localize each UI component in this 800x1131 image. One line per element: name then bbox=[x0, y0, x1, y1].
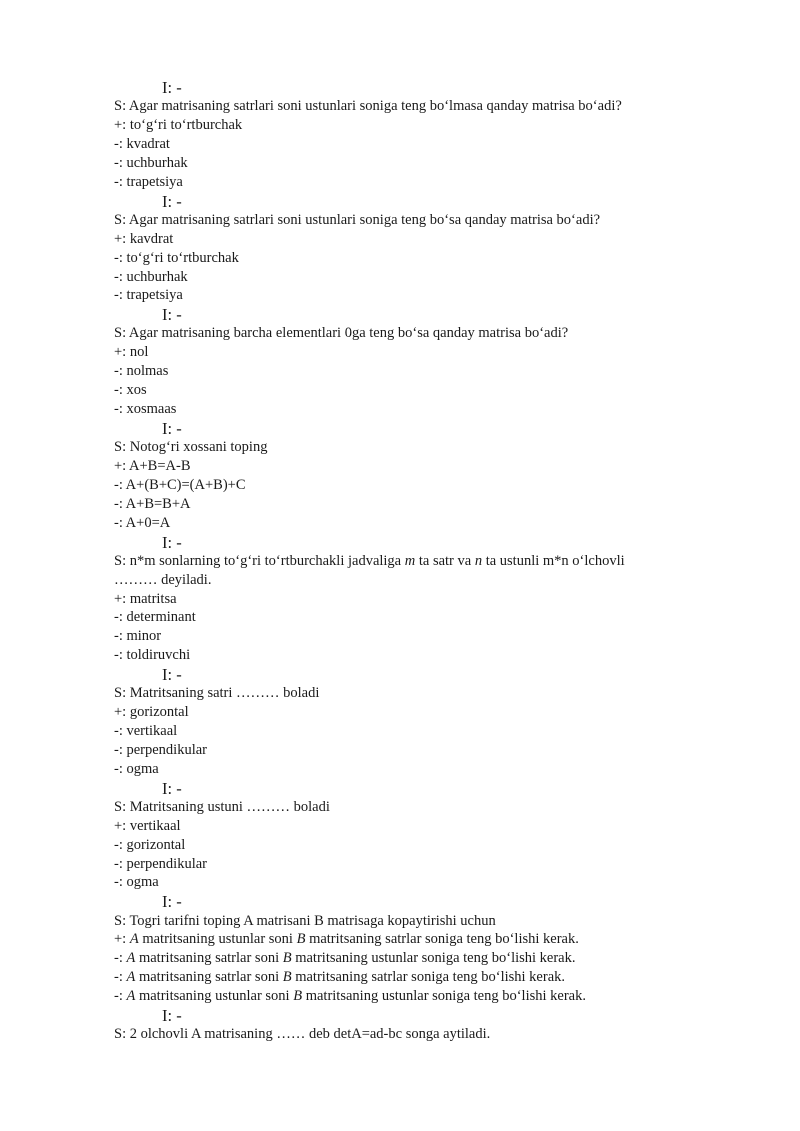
question-marker: I: - bbox=[162, 665, 182, 685]
answer-option: +: nol bbox=[114, 344, 149, 361]
matrix-b-label: B bbox=[282, 969, 292, 986]
question-marker: I: - bbox=[162, 191, 182, 211]
answer-option: +: kavdrat bbox=[114, 230, 174, 247]
option-text: matritsaning satrlar soni bbox=[135, 969, 283, 986]
answer-option: -: xosmaas bbox=[114, 401, 177, 418]
answer-option: -: vertikaal bbox=[114, 723, 178, 740]
answer-option: -: ogma bbox=[114, 760, 159, 777]
answer-option: -: perpendikular bbox=[114, 855, 208, 872]
question-text: S: Matritsaning ustuni ……… boladi bbox=[114, 798, 330, 815]
question-text: S: Agar matrisaning satrlari soni ustunlari soniga teng bo‘sa qanday matrisa bo‘adi? bbox=[114, 211, 601, 228]
matrix-b-label: B bbox=[293, 988, 303, 1005]
question-marker: I: - bbox=[162, 892, 182, 912]
question-marker: I: - bbox=[162, 778, 182, 798]
question-text-part: ta satr va bbox=[415, 552, 475, 569]
answer-option: +: gorizontal bbox=[114, 704, 189, 721]
question-text: S: Agar matrisaning barcha elementlari 0ga teng bo‘sa qanday matrisa bo‘adi? bbox=[114, 325, 569, 342]
answer-option: -: minor bbox=[114, 628, 162, 645]
question-text: S: 2 olchovli A matrisaning …… deb detA=ad-bc songa aytiladi. bbox=[114, 1026, 491, 1043]
variable-n: n bbox=[474, 552, 483, 569]
option-prefix: -: bbox=[114, 950, 127, 967]
answer-option: -: to‘g‘ri to‘rtburchak bbox=[114, 249, 239, 266]
matrix-a-label: A bbox=[126, 969, 136, 986]
answer-option: +: to‘g‘ri to‘rtburchak bbox=[114, 117, 243, 134]
answer-option: -: A+0=A bbox=[114, 514, 171, 531]
matrix-b-label: B bbox=[296, 931, 306, 948]
question-text-part: S: n*m sonlarning to‘g‘ri to‘rtburchakli jadvaliga bbox=[114, 552, 405, 569]
question-marker: I: - bbox=[162, 78, 182, 97]
question-text-part: ta ustunli m*n o‘lchovli bbox=[482, 552, 625, 569]
matrix-a-label: A bbox=[126, 950, 136, 967]
question-text: S: Togri tarifni toping A matrisani B matrisaga kopaytirishi uchun bbox=[114, 912, 496, 929]
answer-option bbox=[114, 949, 714, 968]
answer-option: -: nolmas bbox=[114, 363, 169, 380]
answer-option: -: trapetsiya bbox=[114, 287, 183, 304]
question-text: S: Matritsaning satri ……… boladi bbox=[114, 685, 320, 702]
answer-option: -: trapetsiya bbox=[114, 173, 183, 190]
option-prefix: -: bbox=[114, 969, 127, 986]
question-marker: I: - bbox=[162, 305, 182, 325]
question-text: S: Notog‘ri xossani toping bbox=[114, 439, 268, 456]
answer-option: -: determinant bbox=[114, 609, 196, 626]
answer-option: -: kvadrat bbox=[114, 135, 170, 152]
answer-option: -: gorizontal bbox=[114, 836, 186, 853]
answer-option: -: A+(B+C)=(A+B)+C bbox=[114, 476, 246, 493]
option-text: matritsaning satrlar soniga teng bo‘lishi kerak. bbox=[291, 969, 566, 986]
answer-option: -: toldiruvchi bbox=[114, 647, 191, 664]
answer-option: -: ogma bbox=[114, 874, 159, 891]
answer-option bbox=[114, 987, 714, 1006]
question-text: S: Agar matrisaning satrlari soni ustunlari soniga teng bo‘lmasa qanday matrisa bo‘adi? bbox=[114, 98, 622, 115]
question-marker: I: - bbox=[162, 1006, 182, 1026]
answer-option: -: uchburhak bbox=[114, 154, 188, 171]
answer-option: +: vertikaal bbox=[114, 817, 181, 834]
question-text bbox=[114, 552, 714, 571]
option-text: matritsaning ustunlar soni bbox=[138, 931, 297, 948]
answer-option: -: uchburhak bbox=[114, 268, 188, 285]
question-list bbox=[114, 78, 714, 1044]
answer-option: +: matritsa bbox=[114, 590, 177, 607]
matrix-a-label: A bbox=[126, 988, 136, 1005]
matrix-b-label: B bbox=[282, 950, 292, 967]
question-text-continuation: ……… deyiladi. bbox=[114, 571, 212, 588]
answer-option bbox=[114, 930, 714, 949]
option-prefix: +: bbox=[114, 931, 130, 948]
matrix-a-label: A bbox=[129, 931, 139, 948]
answer-option: -: A+B=B+A bbox=[114, 495, 191, 512]
option-text: matritsaning satrlar soniga teng bo‘lishi kerak. bbox=[305, 931, 579, 948]
option-text: matritsaning ustunlar soniga teng bo‘lishi kerak. bbox=[302, 988, 586, 1005]
answer-option bbox=[114, 968, 714, 987]
option-text: matritsaning satrlar soni bbox=[135, 950, 283, 967]
option-prefix: -: bbox=[114, 988, 127, 1005]
question-marker: I: - bbox=[162, 532, 182, 552]
answer-option: +: A+B=A-B bbox=[114, 458, 191, 474]
question-marker: I: - bbox=[162, 418, 182, 438]
option-text: matritsaning ustunlar soniga teng bo‘lishi kerak. bbox=[291, 950, 576, 967]
variable-m: m bbox=[404, 552, 416, 569]
answer-option: -: perpendikular bbox=[114, 741, 208, 758]
answer-option: -: xos bbox=[114, 382, 147, 399]
option-text: matritsaning ustunlar soni bbox=[135, 988, 294, 1005]
